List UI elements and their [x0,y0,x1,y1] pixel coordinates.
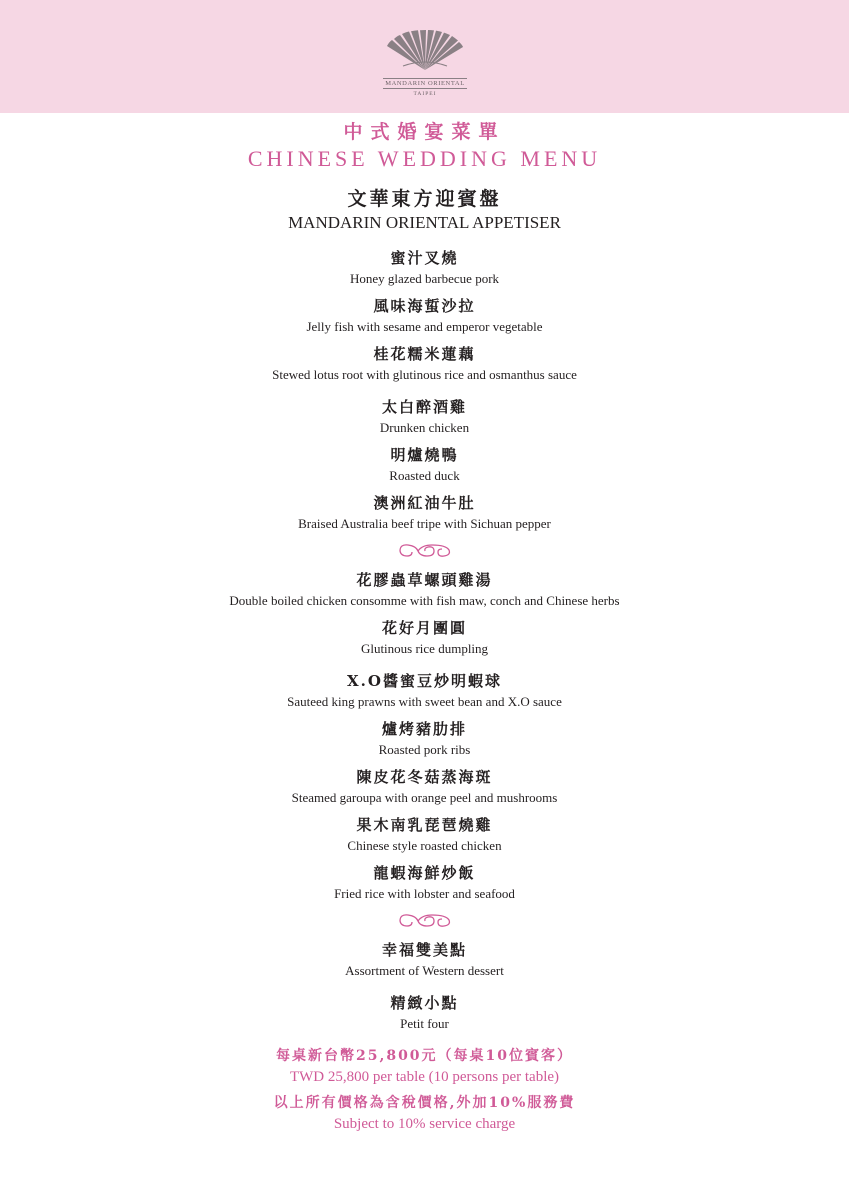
menu-title-zh: 中式婚宴菜單 [343,121,506,143]
dish-name-zh: 陳皮花冬菇蒸海斑 [356,768,493,786]
dish-name-zh: 風味海蜇沙拉 [373,297,476,315]
main-course-item [0,618,849,657]
dish-name-zh: X.O醬蜜豆炒明蝦球 [347,672,502,690]
fan-icon [383,30,467,72]
menu-content [0,113,849,1134]
dish-name-en: Roasted pork ribs [378,742,471,757]
dish-name-en: Braised Australia beef tripe with Sichuan pepper [298,516,551,531]
appetiser-item [0,248,849,287]
dish-name-en: Drunken chicken [379,420,470,435]
dish-name-zh: 太白醉酒雞 [381,398,467,416]
header-band [0,0,849,113]
appetiser-heading-en: MANDARIN ORIENTAL APPETISER [288,213,561,232]
dish-name-en: Petit four [400,1016,449,1031]
dish-name-en: Honey glazed barbecue pork [349,271,500,286]
dish-name-en: Sauteed king prawns with sweet bean and X.O sauce [287,694,562,709]
menu-title-en: CHINESE WEDDING MENU [247,146,602,171]
main-course-item [0,570,849,609]
mandarin-oriental-logo [370,30,480,110]
dish-name-zh: 澳洲紅油牛肚 [373,494,476,512]
pricing-block [0,1046,849,1134]
appetiser-item [0,445,849,484]
section-divider [0,912,849,930]
main-course-item [0,767,849,806]
dish-name-zh: 爐烤豬肋排 [381,720,467,738]
swirl-ornament-icon [396,542,454,560]
dish-name-en: Jelly fish with sesame and emperor vegetable [306,319,543,334]
service-charge-note-en: Subject to 10% service charge [333,1116,516,1132]
dish-name-zh: 蜜汁叉燒 [390,249,459,267]
main-course-item [0,863,849,902]
brand-name: MANDARIN ORIENTAL [385,80,465,87]
appetiser-item [0,344,849,383]
dish-name-zh: 龍蝦海鮮炒飯 [373,864,476,882]
appetiser-heading-zh: 文華東方迎賓盤 [347,188,502,210]
dish-name-zh: 花好月團圓 [381,619,467,637]
dish-name-zh: 幸福雙美點 [381,941,467,959]
dish-name-en: Glutinous rice dumpling [360,641,489,656]
dish-name-en: Fried rice with lobster and seafood [334,886,515,901]
dish-name-zh: 果木南乳琵琶燒雞 [356,816,493,834]
section-divider [0,542,849,560]
dessert-item [0,993,849,1032]
main-course-item [0,719,849,758]
brand-city: TAIPEI [413,91,437,97]
dish-name-zh: 桂花糯米蓮藕 [373,345,476,363]
dish-name-en: Steamed garoupa with orange peel and mushrooms [291,790,558,805]
dish-name-en: Assortment of Western dessert [345,963,504,978]
appetiser-item [0,296,849,335]
dish-name-zh: 明爐燒鴨 [390,446,459,464]
price-zh: 每桌新台幣25,800元（每桌10位賓客） [275,1048,574,1064]
main-course-item [0,671,849,710]
dish-name-zh: 花膠蟲草螺頭雞湯 [356,571,493,589]
dish-name-zh: 精緻小點 [390,994,459,1012]
dish-name-en: Double boiled chicken consomme with fish maw, conch and Chinese herbs [229,593,620,608]
service-charge-note-zh: 以上所有價格為含稅價格,外加10%服務費 [273,1095,576,1111]
dish-name-en: Stewed lotus root with glutinous rice and osmanthus sauce [272,367,577,382]
dish-name-en: Chinese style roasted chicken [347,838,502,853]
main-course-item [0,815,849,854]
dish-name-en: Roasted duck [389,468,460,483]
appetiser-item [0,493,849,532]
swirl-ornament-icon [396,912,454,930]
dessert-item [0,940,849,979]
price-en: TWD 25,800 per table (10 persons per table) [289,1069,560,1085]
appetiser-item [0,397,849,436]
